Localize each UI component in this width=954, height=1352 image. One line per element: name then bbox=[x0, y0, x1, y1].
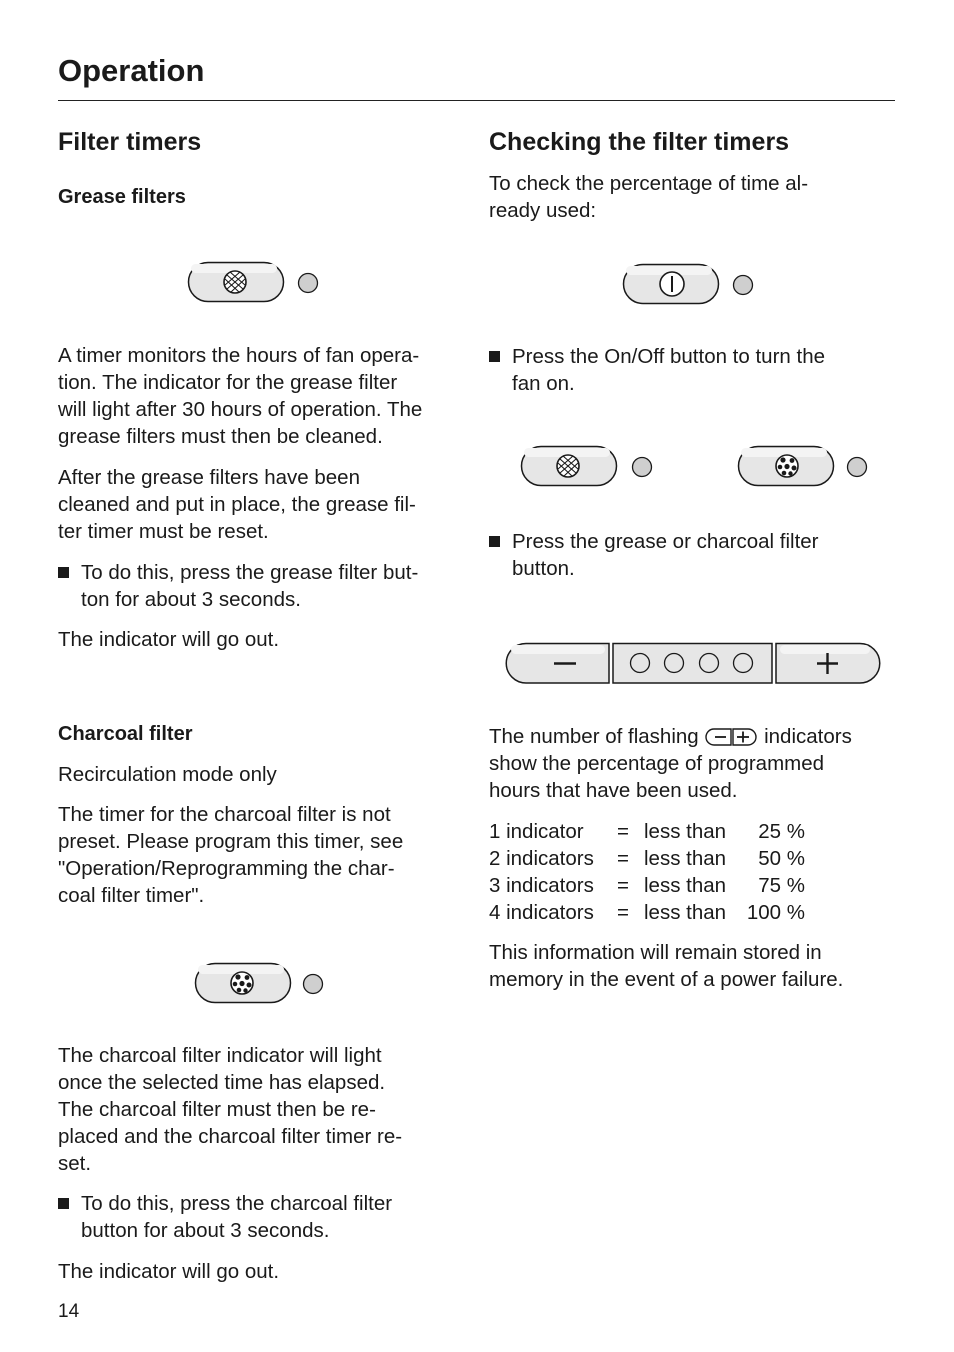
charcoal-filter-indicator bbox=[846, 456, 868, 478]
checking-intro: To check the percentage of time al- ready used: bbox=[489, 172, 809, 222]
timer-indicator-1 bbox=[631, 654, 650, 673]
grease-filter-icon bbox=[224, 271, 246, 293]
grease-reset-paragraph: After the grease filters have been cleaned and put in place, the grease fil- ter timer must be reset. bbox=[58, 466, 416, 543]
timer-adjust-bar bbox=[505, 642, 883, 686]
grease-reset-instruction: To do this, press the grease filter but- ton for about 3 seconds. bbox=[58, 559, 468, 613]
flashing-indicators-paragraph: The number of flashing indicators show the percentage of programmed hours that have been used. bbox=[489, 725, 852, 802]
bullet-square bbox=[58, 567, 69, 578]
power-icon bbox=[660, 272, 684, 296]
charcoal-filter-icon bbox=[231, 972, 253, 994]
table-row: 4 indicators = less than 100 % bbox=[489, 901, 805, 924]
charcoal-preset-paragraph: The timer for the charcoal filter is not preset. Please program this timer, see "Operation/Reprogramming the char- coal filter timer". bbox=[58, 803, 404, 907]
grease-filter-indicator bbox=[297, 272, 319, 294]
charcoal-indicator-note: The indicator will go out. bbox=[58, 1260, 280, 1283]
grease-indicator-note: The indicator will go out. bbox=[58, 628, 280, 651]
charcoal-filter-icon bbox=[776, 455, 798, 477]
charcoal-filter-heading: Charcoal filter bbox=[58, 723, 193, 745]
filter-button-instruction: Press the grease or charcoal filter button. bbox=[489, 528, 909, 582]
filter-timers-heading: Filter timers bbox=[58, 128, 202, 156]
header-divider bbox=[58, 100, 895, 101]
table-row: 2 indicators = less than 50 % bbox=[489, 847, 805, 870]
power-indicator bbox=[732, 274, 754, 296]
charcoal-replace-paragraph: The charcoal filter indicator will light once the selected time has elapsed. The charcoal filter must then be re- placed and the charcoal filter timer re- set. bbox=[58, 1044, 403, 1175]
charcoal-filter-indicator bbox=[302, 973, 324, 995]
page-number: 14 bbox=[58, 1301, 80, 1322]
charcoal-filter-control bbox=[194, 962, 328, 1006]
timer-indicator-2 bbox=[665, 654, 684, 673]
power-control bbox=[622, 263, 756, 307]
grease-filter-indicator bbox=[631, 456, 653, 478]
indicator-table bbox=[489, 818, 829, 926]
memory-paragraph: This information will remain stored in memory in the event of a power failure. bbox=[489, 941, 844, 991]
bullet-square bbox=[58, 1198, 69, 1209]
power-on-instruction: Press the On/Off button to turn the fan on. bbox=[489, 343, 909, 397]
grease-timer-paragraph: A timer monitors the hours of fan opera- tion. The indicator for the grease filter will light after 30 hours of operation. The grease filters must then be cleaned. bbox=[58, 344, 423, 448]
table-row: 1 indicator = less than 25 % bbox=[489, 820, 805, 843]
table-row: 3 indicators = less than 75 % bbox=[489, 874, 805, 897]
bullet-square bbox=[489, 536, 500, 547]
checking-timers-heading: Checking the filter timers bbox=[489, 128, 790, 156]
charcoal-reset-instruction: To do this, press the charcoal filter button for about 3 seconds. bbox=[58, 1190, 468, 1244]
minus-plus-icon bbox=[704, 728, 758, 746]
bullet-square bbox=[489, 351, 500, 362]
grease-filter-control bbox=[187, 261, 321, 305]
recirculation-note: Recirculation mode only bbox=[58, 763, 277, 786]
page-title: Operation bbox=[58, 53, 205, 88]
charcoal-filter-control-right bbox=[737, 445, 871, 489]
grease-filters-heading: Grease filters bbox=[58, 186, 186, 208]
timer-indicator-4 bbox=[734, 654, 753, 673]
timer-indicator-3 bbox=[700, 654, 719, 673]
grease-filter-icon bbox=[557, 455, 579, 477]
grease-filter-control-right bbox=[520, 445, 654, 489]
